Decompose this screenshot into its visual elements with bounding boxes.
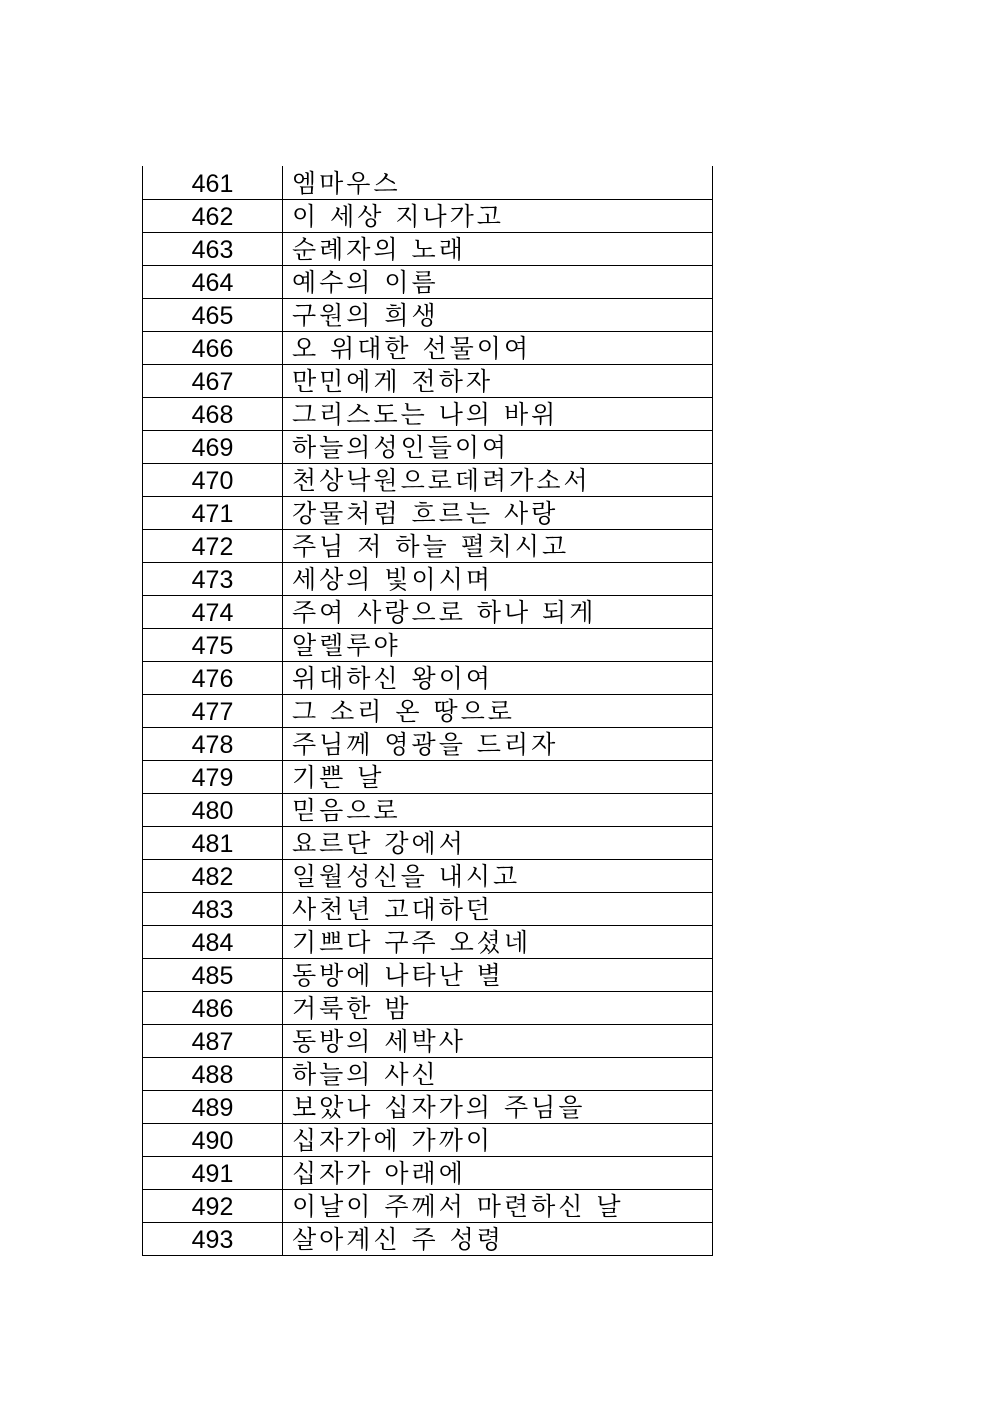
- hymn-number: 488: [143, 1057, 283, 1090]
- hymn-title: 거룩한 밤: [283, 991, 713, 1024]
- hymn-number: 478: [143, 727, 283, 760]
- table-row: [143, 1222, 713, 1255]
- hymn-title: 세상의 빛이시며: [283, 562, 713, 595]
- hymn-title: 주여 사랑으로 하나 되게: [283, 595, 713, 628]
- table-row: [143, 925, 713, 958]
- table-row: [143, 826, 713, 859]
- hymn-title: 하늘의 사신: [283, 1057, 713, 1090]
- hymn-title: 이날이 주께서 마련하신 날: [283, 1189, 713, 1222]
- hymn-number: 468: [143, 397, 283, 430]
- hymn-number: 469: [143, 430, 283, 463]
- hymn-title: 하늘의성인들이여: [283, 430, 713, 463]
- hymn-number: 470: [143, 463, 283, 496]
- hymn-title: 천상낙원으로데려가소서: [283, 463, 713, 496]
- hymn-number: 464: [143, 265, 283, 298]
- hymn-number: 482: [143, 859, 283, 892]
- hymn-title: 십자가 아래에: [283, 1156, 713, 1189]
- table-row: [143, 1090, 713, 1123]
- table-row: [143, 562, 713, 595]
- hymn-title: 주님 저 하늘 펼치시고: [283, 529, 713, 562]
- table-row: [143, 496, 713, 529]
- hymn-number: 465: [143, 298, 283, 331]
- hymn-title: 그 소리 온 땅으로: [283, 694, 713, 727]
- hymn-number: 483: [143, 892, 283, 925]
- hymn-table-body: [143, 166, 713, 1255]
- hymn-number: 487: [143, 1024, 283, 1057]
- hymn-number: 485: [143, 958, 283, 991]
- hymn-title: 위대하신 왕이여: [283, 661, 713, 694]
- hymn-number: 493: [143, 1222, 283, 1255]
- table-row: [143, 793, 713, 826]
- table-row: [143, 991, 713, 1024]
- hymn-number: 466: [143, 331, 283, 364]
- hymn-title: 믿음으로: [283, 793, 713, 826]
- hymn-title: 동방의 세박사: [283, 1024, 713, 1057]
- table-row: [143, 859, 713, 892]
- table-row: [143, 199, 713, 232]
- hymn-number: 461: [143, 166, 283, 199]
- table-row: [143, 430, 713, 463]
- hymn-number: 475: [143, 628, 283, 661]
- table-row: [143, 694, 713, 727]
- table-row: [143, 463, 713, 496]
- hymn-number: 473: [143, 562, 283, 595]
- hymn-number: 476: [143, 661, 283, 694]
- hymn-number: 479: [143, 760, 283, 793]
- hymn-number: 492: [143, 1189, 283, 1222]
- hymn-title: 동방에 나타난 별: [283, 958, 713, 991]
- hymn-table: [142, 166, 713, 1256]
- table-row: [143, 232, 713, 265]
- table-row: [143, 265, 713, 298]
- hymn-number: 484: [143, 925, 283, 958]
- hymn-title: 구원의 희생: [283, 298, 713, 331]
- hymn-number: 462: [143, 199, 283, 232]
- hymn-title: 강물처럼 흐르는 사랑: [283, 496, 713, 529]
- table-row: [143, 1024, 713, 1057]
- hymn-number: 489: [143, 1090, 283, 1123]
- hymn-number: 491: [143, 1156, 283, 1189]
- hymn-title: 보았나 십자가의 주님을: [283, 1090, 713, 1123]
- table-row: [143, 661, 713, 694]
- hymn-title: 일월성신을 내시고: [283, 859, 713, 892]
- hymn-title: 오 위대한 선물이여: [283, 331, 713, 364]
- hymn-number: 474: [143, 595, 283, 628]
- table-row: [143, 331, 713, 364]
- table-row: [143, 958, 713, 991]
- hymn-number: 481: [143, 826, 283, 859]
- hymn-number: 480: [143, 793, 283, 826]
- table-row: [143, 529, 713, 562]
- hymn-title: 십자가에 가까이: [283, 1123, 713, 1156]
- hymn-title: 살아계신 주 성령: [283, 1222, 713, 1255]
- table-row: [143, 628, 713, 661]
- table-row: [143, 1057, 713, 1090]
- hymn-number: 471: [143, 496, 283, 529]
- table-row: [143, 760, 713, 793]
- hymn-title: 예수의 이름: [283, 265, 713, 298]
- table-row: [143, 166, 713, 199]
- hymn-title: 기쁘다 구주 오셨네: [283, 925, 713, 958]
- hymn-title: 요르단 강에서: [283, 826, 713, 859]
- hymn-number: 467: [143, 364, 283, 397]
- hymn-number: 477: [143, 694, 283, 727]
- hymn-title: 만민에게 전하자: [283, 364, 713, 397]
- hymn-title: 기쁜 날: [283, 760, 713, 793]
- hymn-number: 472: [143, 529, 283, 562]
- hymn-number: 486: [143, 991, 283, 1024]
- hymn-title: 주님께 영광을 드리자: [283, 727, 713, 760]
- hymn-number: 490: [143, 1123, 283, 1156]
- table-row: [143, 1156, 713, 1189]
- table-row: [143, 1123, 713, 1156]
- hymn-title: 순례자의 노래: [283, 232, 713, 265]
- table-row: [143, 595, 713, 628]
- hymn-number: 463: [143, 232, 283, 265]
- hymn-title: 이 세상 지나가고: [283, 199, 713, 232]
- table-row: [143, 892, 713, 925]
- table-row: [143, 298, 713, 331]
- hymn-title: 엠마우스: [283, 166, 713, 199]
- table-row: [143, 364, 713, 397]
- hymn-title: 알렐루야: [283, 628, 713, 661]
- hymn-title: 사천년 고대하던: [283, 892, 713, 925]
- table-row: [143, 1189, 713, 1222]
- hymn-title: 그리스도는 나의 바위: [283, 397, 713, 430]
- table-row: [143, 727, 713, 760]
- table-row: [143, 397, 713, 430]
